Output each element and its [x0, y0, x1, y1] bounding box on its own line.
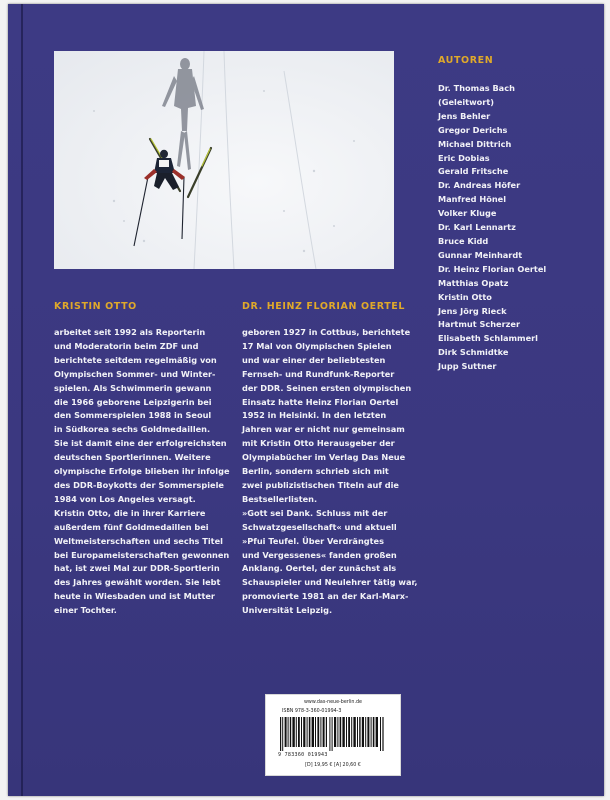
author-name: Gerald Fritsche	[438, 166, 509, 177]
bio-line: deutschen Sportlerinnen. Weitere	[54, 452, 211, 463]
price-text: [D] 19,95 € [A] 20,60 €	[305, 763, 361, 768]
bio-line: einer Tochter.	[54, 605, 117, 616]
author-name: Dr. Thomas Bach	[438, 83, 515, 93]
bio-line: geboren 1927 in Cottbus, berichtete	[242, 327, 411, 337]
bio-line: Sie ist damit eine der erfolgreichsten	[54, 438, 227, 449]
bio-line: »Pfui Teufel. Über Verdrängtes	[242, 535, 384, 546]
bio-line: promovierte 1981 an der Karl-Marx-	[242, 591, 409, 602]
author-name: Jens Jörg Rieck	[438, 305, 507, 316]
bio-line: des Jahres gewählt worden. Sie lebt	[54, 577, 221, 588]
skier-photo-artwork	[54, 51, 394, 269]
bio-line: Olympischen Sommer- und Winter-	[54, 368, 216, 379]
bio-line: die 1966 geborene Leipzigerin bei	[54, 396, 212, 407]
barcode-digits: 9 783360 019943	[278, 752, 328, 758]
author-name: (Geleitwort)	[438, 96, 494, 107]
author-name: Matthias Opatz	[438, 277, 509, 288]
bio-line: Anklang. Oertel, der zunächst als	[242, 563, 397, 574]
bio-line: heute in Wiesbaden und ist Mutter	[54, 591, 215, 602]
bio-line: Einsatz hatte Heinz Florian Oertel	[242, 396, 399, 407]
author-name: Manfred Hönel	[438, 194, 507, 205]
author-name: Eric Dobias	[438, 152, 490, 163]
bio-line: in Südkorea sechs Goldmedaillen.	[54, 424, 211, 435]
bio-line: und Vergessenes« fanden großen	[242, 549, 397, 560]
bio-line: Universität Leipzig.	[242, 605, 333, 616]
bio-line: des DDR-Boykotts der Sommerspiele	[54, 479, 224, 490]
otto-bio	[54, 326, 230, 618]
isbn-text: ISBN 978-3-360-01994-3	[282, 709, 342, 714]
barcode-icon	[280, 717, 384, 751]
bio-line: Weltmeisterschaften und sechs Titel	[54, 535, 223, 546]
bio-line: Olympiabücher im Verlag Das Neue	[242, 452, 406, 463]
bio-line: 1984 von Los Angeles versagt.	[54, 493, 196, 504]
bio-line: spielen. Als Schwimmerin gewann	[54, 382, 212, 393]
bio-line: »Gott sei Dank. Schluss mit der	[242, 507, 388, 518]
skier-photo	[54, 51, 394, 269]
bio-line: 17 Mal von Olympischen Spielen	[242, 340, 392, 351]
oertel-heading: DR. HEINZ FLORIAN OERTEL	[242, 301, 406, 312]
author-name: Jupp Suttner	[438, 361, 497, 372]
bio-line: der DDR. Seinen ersten olympischen	[242, 382, 412, 393]
bio-line: Berlin, sondern schrieb sich mit	[242, 466, 389, 477]
spine-fold	[21, 4, 23, 796]
bio-line: den Sommerspielen 1988 in Seoul	[54, 410, 212, 421]
bio-line: Jahren war er nicht nur gemeinsam	[242, 424, 405, 435]
barcode-label	[265, 694, 401, 776]
author-name: Bruce Kidd	[438, 235, 489, 246]
authors-list	[438, 82, 546, 374]
bio-line: und Moderatorin beim ZDF und	[54, 340, 199, 351]
author-name: Jens Behler	[438, 110, 491, 121]
otto-heading: KRISTIN OTTO	[54, 301, 137, 312]
bio-line: berichtete seitdem regelmäßig von	[54, 354, 217, 365]
authors-heading: AUTOREN	[438, 55, 494, 66]
author-name: Dr. Karl Lennartz	[438, 222, 516, 233]
author-name: Gunnar Meinhardt	[438, 249, 523, 260]
bio-line: Fernseh- und Rundfunk-Reporter	[242, 368, 395, 379]
bio-line: zwei publizistischen Titeln auf die	[242, 479, 399, 490]
bio-line: außerdem fünf Goldmedaillen bei	[54, 521, 209, 532]
author-name: Dr. Heinz Florian Oertel	[438, 263, 547, 274]
author-name: Dr. Andreas Höfer	[438, 180, 521, 191]
book-back-cover	[8, 4, 604, 796]
bio-line: bei Europameisterschaften gewonnen	[54, 549, 230, 560]
bio-line: mit Kristin Otto Herausgeber der	[242, 438, 395, 449]
author-name: Dirk Schmidtke	[438, 347, 509, 358]
author-name: Elisabeth Schlammerl	[438, 333, 538, 344]
bio-line: Bestsellerlisten.	[242, 493, 318, 504]
author-name: Gregor Derichs	[438, 124, 508, 135]
publisher-url: www.das-neue-berlin.de	[304, 700, 362, 705]
bio-line: olympische Erfolge blieben ihr infolge	[54, 466, 230, 477]
oertel-bio	[242, 326, 417, 618]
bio-line: Kristin Otto, die in ihrer Karriere	[54, 507, 206, 518]
author-name: Volker Kluge	[438, 208, 497, 219]
author-name: Hartmut Scherzer	[438, 319, 520, 330]
bio-line: Schwatzgesellschaft« und aktuell	[242, 521, 397, 532]
bio-line: und war einer der beliebtesten	[242, 354, 386, 365]
bio-line: Schauspieler und Neulehrer tätig war,	[242, 577, 418, 588]
author-name: Kristin Otto	[438, 291, 492, 302]
bio-line: hat, ist zwei Mal zur DDR-Sportlerin	[54, 563, 220, 574]
bio-line: arbeitet seit 1992 als Reporterin	[54, 327, 206, 337]
bio-line: 1952 in Helsinki. In den letzten	[242, 410, 387, 421]
author-name: Michael Dittrich	[438, 138, 512, 149]
